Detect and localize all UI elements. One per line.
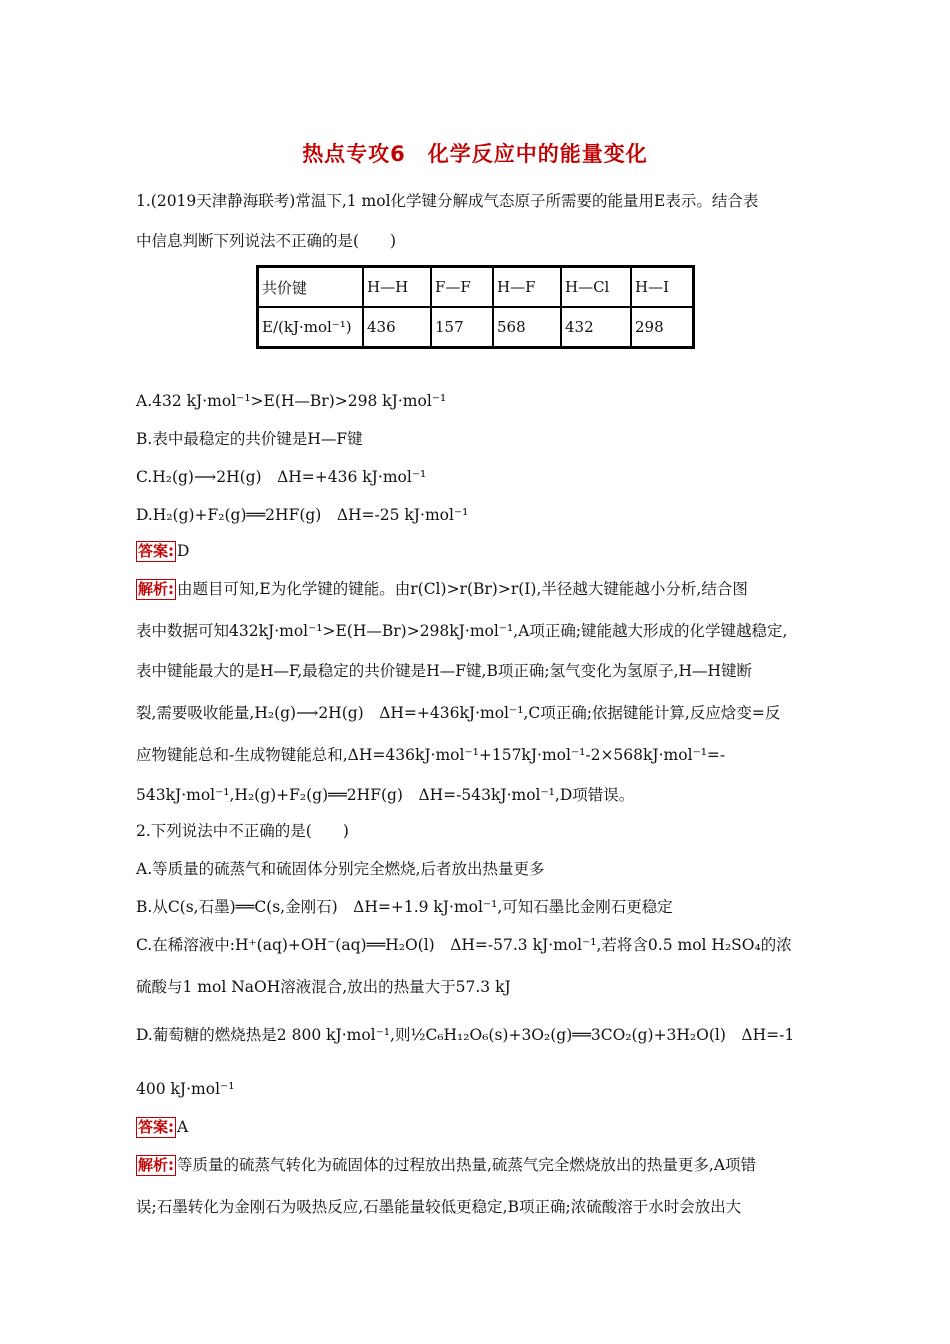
- analysis-label: 解析:: [138, 1156, 174, 1174]
- q2-answer: A: [177, 1118, 189, 1136]
- table-header-cell: H—F: [493, 267, 561, 308]
- q1-analysis-line2: 表中数据可知432kJ·mol⁻¹>E(H—Br)>298kJ·mol⁻¹,A项正确;键能越大形成的化学键越稳定,: [136, 622, 788, 640]
- q1-analysis-line1: [136, 578, 816, 600]
- q2-option-d-line1: D.葡萄糖的燃烧热是2 800 kJ·mol⁻¹,则½C₆H₁₂O₆(s)+3O₂(g)══3CO₂(g)+3H₂O(l) ΔH=-1: [136, 1026, 795, 1044]
- answer-label: 答案:: [138, 1118, 174, 1136]
- q2-analysis-line1: [136, 1154, 816, 1176]
- answer-label: 答案:: [138, 542, 174, 560]
- table-header-row: [258, 267, 694, 308]
- q2-analysis-text: 等质量的硫蒸气转化为硫固体的过程放出热量,硫蒸气完全燃烧放出的热量更多,A项错: [177, 1156, 757, 1174]
- table-row: [258, 307, 694, 348]
- table-header-cell: H—H: [363, 267, 431, 308]
- q2-option-d-line2: 400 kJ·mol⁻¹: [136, 1080, 235, 1098]
- q1-analysis-line5: 应物键能总和-生成物键能总和,ΔH=436kJ·mol⁻¹+157kJ·mol⁻¹-2×568kJ·mol⁻¹=-: [136, 746, 726, 764]
- bond-energy-table: [256, 265, 695, 349]
- table-cell: 436: [363, 307, 431, 348]
- q2-option-a: A.等质量的硫蒸气和硫固体分别完全燃烧,后者放出热量更多: [136, 860, 545, 878]
- q1-stem-line1: 1.(2019天津静海联考)常温下,1 mol化学键分解成气态原子所需要的能量用E表示。结合表: [136, 192, 759, 210]
- q1-analysis-line4: 裂,需要吸收能量,H₂(g)⟶2H(g) ΔH=+436kJ·mol⁻¹,C项正确;依据键能计算,反应焓变=反: [136, 704, 781, 722]
- table-header-cell: F—F: [431, 267, 493, 308]
- table-cell: 298: [631, 307, 694, 348]
- q2-option-b: B.从C(s,石墨)══C(s,金刚石) ΔH=+1.9 kJ·mol⁻¹,可知石墨比金刚石更稳定: [136, 898, 673, 916]
- table-cell: 568: [493, 307, 561, 348]
- table-cell: 432: [561, 307, 631, 348]
- q1-analysis-line6: 543kJ·mol⁻¹,H₂(g)+F₂(g)══2HF(g) ΔH=-543kJ·mol⁻¹,D项错误。: [136, 786, 635, 804]
- q2-analysis-line2: 误;石墨转化为金刚石为吸热反应,石墨能量较低更稳定,B项正确;浓硫酸溶于水时会放出大: [136, 1198, 742, 1216]
- page-title: 热点专攻6 化学反应中的能量变化: [302, 142, 648, 166]
- q1-analysis-text: 由题目可知,E为化学键的键能。由r(Cl)>r(Br)>r(I),半径越大键能越小分析,结合图: [177, 580, 748, 598]
- q2-option-c-line1: C.在稀溶液中:H⁺(aq)+OH⁻(aq)══H₂O(l) ΔH=-57.3 kJ·mol⁻¹,若将含0.5 mol H₂SO₄的浓: [136, 936, 792, 954]
- q2-answer-line: [136, 1116, 816, 1138]
- table-header-cell: H—Cl: [561, 267, 631, 308]
- table-row-label: E/(kJ·mol⁻¹): [258, 307, 364, 348]
- q1-option-c: C.H₂(g)⟶2H(g) ΔH=+436 kJ·mol⁻¹: [136, 468, 427, 486]
- q1-stem-line2: 中信息判断下列说法不正确的是( ): [136, 232, 397, 250]
- q1-option-d: D.H₂(g)+F₂(g)══2HF(g) ΔH=-25 kJ·mol⁻¹: [136, 506, 469, 524]
- analysis-label: 解析:: [138, 580, 174, 598]
- q1-answer-line: [136, 540, 816, 562]
- q1-option-b: B.表中最稳定的共价键是H—F键: [136, 430, 363, 448]
- table-header-cell: 共价键: [258, 267, 364, 308]
- q1-analysis-line3: 表中键能最大的是H—F,最稳定的共价键是H—F键,B项正确;氢气变化为氢原子,H—H键断: [136, 662, 753, 680]
- q2-option-c-line2: 硫酸与1 mol NaOH溶液混合,放出的热量大于57.3 kJ: [136, 978, 511, 996]
- table-header-cell: H—I: [631, 267, 694, 308]
- q2-stem: 2.下列说法中不正确的是( ): [136, 822, 349, 840]
- q1-option-a: A.432 kJ·mol⁻¹>E(H—Br)>298 kJ·mol⁻¹: [136, 392, 447, 410]
- table-cell: 157: [431, 307, 493, 348]
- q1-answer: D: [177, 542, 190, 560]
